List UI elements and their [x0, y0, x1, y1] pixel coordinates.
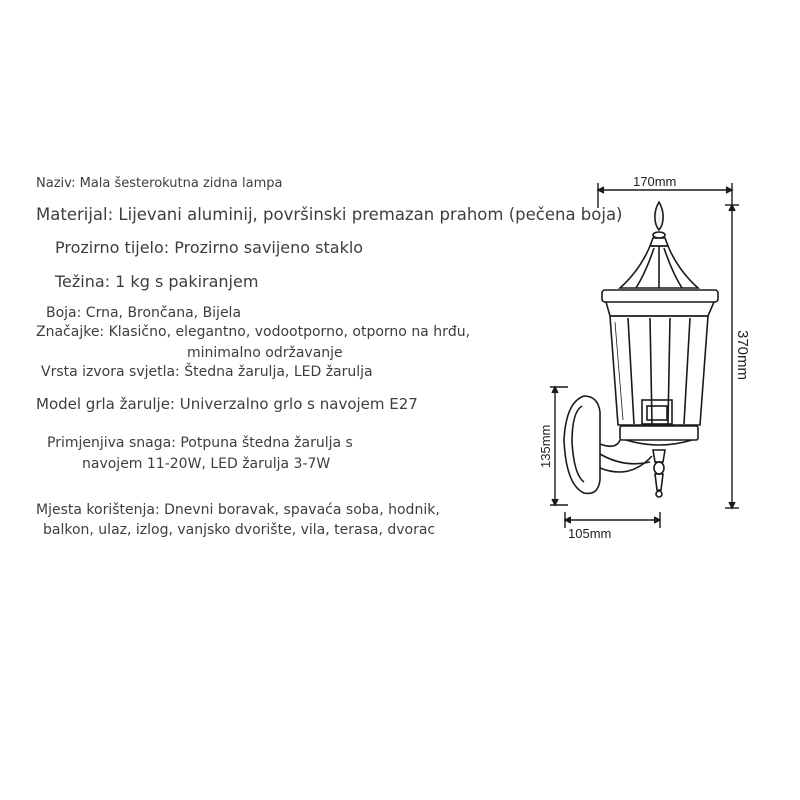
- spec-color: Boja: Crna, Brončana, Bijela: [46, 305, 242, 321]
- spec-power-cont: navojem 11-20W, LED žarulja 3-7W: [82, 456, 331, 472]
- lamp-technical-drawing: [520, 150, 800, 570]
- spec-features-cont: minimalno održavanje: [187, 345, 343, 361]
- height-label: 370mm: [734, 330, 751, 381]
- spec-places: Mjesta korištenja: Dnevni boravak, spavaća soba, hodnik,: [36, 502, 440, 518]
- spec-name: Naziv: Mala šesterokutna zidna lampa: [36, 176, 283, 191]
- spec-material: Materijal: Lijevani aluminij, površinski premazan prahom (pečena boja): [36, 205, 623, 224]
- depth-label: 105mm: [568, 526, 612, 541]
- bracket-height-label: 135mm: [538, 424, 553, 468]
- spec-features: Značajke: Klasično, elegantno, vodootporno, otporno na hrđu,: [36, 324, 471, 340]
- lamp-outline: [564, 202, 718, 497]
- spec-light-source: Vrsta izvora svjetla: Štedna žarulja, LED žarulja: [41, 364, 373, 380]
- spec-weight: Težina: 1 kg s pakiranjem: [55, 272, 259, 291]
- lamp-drawing-svg: [520, 150, 800, 570]
- spec-places-cont: balkon, ulaz, izlog, vanjsko dvorište, vila, terasa, dvorac: [43, 522, 436, 538]
- width-label: 170mm: [633, 174, 677, 189]
- spec-power: Primjenjiva snaga: Potpuna štedna žarulja s: [47, 435, 353, 451]
- spec-body: Prozirno tijelo: Prozirno savijeno staklo: [55, 238, 364, 257]
- spec-socket: Model grla žarulje: Univerzalno grlo s navojem E27: [36, 395, 418, 413]
